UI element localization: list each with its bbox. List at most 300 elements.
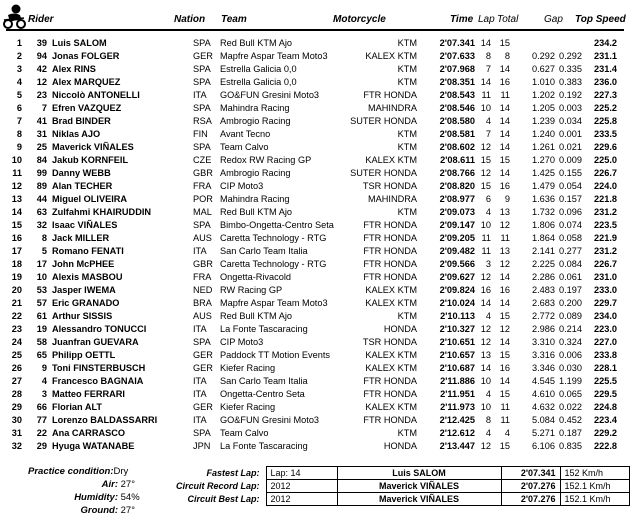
gap-to-first: 1.806 [532, 220, 555, 230]
top-speed: 224.0 [594, 181, 617, 191]
circuit-best-year: 2012 [266, 493, 337, 506]
team-name: RW Racing GP [220, 285, 283, 295]
team-name: Mahindra Racing [220, 194, 290, 204]
total-laps: 15 [499, 311, 510, 321]
best-lap: 11 [481, 246, 491, 256]
table-row [0, 362, 630, 375]
lap-time: 2'08.580 [439, 116, 475, 126]
top-speed: 221.8 [594, 194, 617, 204]
motorcycle: FTR HONDA [363, 246, 417, 256]
total-laps: 14 [499, 298, 510, 308]
best-lap: 8 [485, 51, 491, 61]
table-row [0, 63, 630, 76]
motorcycle: FTR HONDA [363, 415, 417, 425]
lap-time: 2'09.824 [439, 285, 475, 295]
gap-to-first: 1.239 [532, 116, 555, 126]
position: 31 [11, 428, 22, 438]
best-lap: 11 [481, 233, 491, 243]
rider-name: Matteo FERRARI [52, 389, 125, 399]
top-speed: 225.2 [594, 103, 617, 113]
position: 23 [11, 324, 22, 334]
lap-time: 2'08.766 [439, 168, 475, 178]
gap-to-first: 5.084 [532, 415, 555, 425]
nation: ITA [193, 90, 207, 100]
gap-to-first: 3.310 [532, 337, 555, 347]
rider-name: Jonas FOLGER [52, 51, 120, 61]
lap-time: 2'13.447 [439, 441, 475, 451]
motorcycle: KALEX KTM [365, 363, 417, 373]
table-row [0, 37, 630, 50]
rider-name: Zulfahmi KHAIRUDDIN [52, 207, 152, 217]
top-speed: 229.5 [594, 389, 617, 399]
rider-number: 99 [36, 168, 47, 178]
rider-name: Maverick VIÑALES [52, 142, 134, 152]
best-lap: 14 [480, 363, 491, 373]
gap-to-first: 2.683 [532, 298, 555, 308]
lap-time: 2'09.147 [439, 220, 475, 230]
motorcycle: FTR HONDA [363, 220, 417, 230]
header-gap: Gap [544, 14, 563, 25]
position: 5 [16, 90, 22, 100]
motorcycle: FTR HONDA [363, 233, 417, 243]
gap-to-previous: 0.054 [559, 181, 582, 191]
nation: MAL [193, 207, 212, 217]
gap-to-first: 1.636 [532, 194, 555, 204]
rider-number: 61 [36, 311, 47, 321]
lap-time: 2'08.611 [440, 155, 475, 165]
gap-to-previous: 0.096 [559, 207, 582, 217]
team-name: Caretta Technology - RTG [220, 233, 327, 243]
gap-to-first: 3.316 [532, 350, 555, 360]
rider-number: 12 [36, 77, 47, 87]
rider-name: John McPHEE [52, 259, 115, 269]
gap-to-previous: 0.187 [559, 428, 582, 438]
team-name: Estrella Galicia 0,0 [220, 64, 297, 74]
nation: SPA [193, 38, 211, 48]
fastest-lap-time: 2'07.341 [501, 467, 560, 480]
rider-name: Ana CARRASCO [52, 428, 125, 438]
table-row [0, 193, 630, 206]
gap-to-first: 2.483 [532, 285, 555, 295]
lap-time: 2'08.820 [439, 181, 475, 191]
nation: FRA [193, 272, 212, 282]
gap-to-first: 2.772 [532, 311, 555, 321]
total-laps: 14 [499, 103, 510, 113]
rider-number: 17 [36, 259, 47, 269]
best-lap: 16 [480, 285, 491, 295]
position: 29 [11, 402, 22, 412]
total-laps: 12 [499, 324, 510, 334]
header-top-speed: Top Speed [575, 14, 626, 25]
best-lap: 7 [485, 64, 491, 74]
gap-to-previous: 0.030 [559, 363, 582, 373]
gap-to-previous: 0.001 [559, 129, 582, 139]
rider-number: 84 [36, 155, 47, 165]
team-name: Team Calvo [220, 428, 269, 438]
header-lap: Lap [478, 14, 495, 25]
rider-number: 94 [36, 51, 47, 61]
position: 1 [16, 38, 22, 48]
table-row [0, 297, 630, 310]
rider-name: Isaac VIÑALES [52, 220, 118, 230]
position: 15 [11, 220, 22, 230]
gap-to-first: 1.425 [532, 168, 555, 178]
fastest-lap-rider: Luis SALOM [337, 467, 501, 480]
top-speed: 222.8 [594, 441, 617, 451]
team-name: Team Calvo [220, 142, 269, 152]
position: 21 [11, 298, 22, 308]
top-speed: 228.1 [594, 363, 617, 373]
total-laps: 14 [499, 64, 510, 74]
top-speed: 231.2 [594, 207, 617, 217]
lap-time: 2'08.351 [439, 77, 475, 87]
nation: ITA [193, 389, 207, 399]
team-name: GO&FUN Gresini Moto3 [220, 90, 320, 100]
gap-to-first: 6.106 [532, 441, 555, 451]
top-speed: 233.0 [594, 285, 617, 295]
header-motorcycle: Motorcycle [333, 14, 386, 25]
gap-to-previous: 0.383 [559, 77, 582, 87]
motorcycle: KALEX KTM [365, 402, 417, 412]
total-laps: 14 [499, 168, 510, 178]
circuit-best-label: Circuit Best Lap: [187, 494, 260, 504]
total-laps: 14 [499, 116, 510, 126]
rider-name: Alex RINS [52, 64, 96, 74]
gap-to-previous: 0.084 [559, 259, 582, 269]
best-lap: 10 [480, 376, 491, 386]
team-name: Ambrogio Racing [220, 116, 291, 126]
position: 11 [12, 168, 22, 178]
lap-time: 2'07.968 [439, 64, 475, 74]
motorcycle-rider-icon [2, 3, 26, 29]
rider-name: Romano FENATI [52, 246, 124, 256]
humidity [28, 491, 140, 504]
rider-number: 9 [41, 363, 47, 373]
nation: GER [193, 51, 213, 61]
rider-number: 89 [36, 181, 47, 191]
team-name: GO&FUN Gresini Moto3 [220, 415, 320, 425]
gap-to-previous: 0.034 [559, 116, 582, 126]
top-speed: 231.1 [594, 51, 617, 61]
table-row [0, 414, 630, 427]
team-name: Ongetta-Rivacold [220, 272, 291, 282]
gap-to-previous: 0.006 [559, 350, 582, 360]
total-laps: 13 [499, 246, 510, 256]
top-speed: 223.0 [594, 324, 617, 334]
rider-number: 3 [41, 389, 47, 399]
lap-time: 2'12.425 [439, 415, 475, 425]
best-lap: 15 [480, 155, 491, 165]
gap-to-previous: 0.058 [559, 233, 582, 243]
gap-to-previous: 0.089 [559, 311, 582, 321]
total-laps: 9 [504, 194, 510, 204]
rider-number: 8 [41, 233, 47, 243]
rider-number: 42 [36, 64, 47, 74]
total-laps: 15 [499, 155, 510, 165]
total-laps: 14 [499, 337, 510, 347]
total-laps: 14 [499, 142, 510, 152]
rider-name: Arthur SISSIS [52, 311, 113, 321]
lap-time: 2'10.687 [439, 363, 475, 373]
total-laps: 16 [499, 285, 510, 295]
position: 7 [16, 116, 22, 126]
position: 27 [11, 376, 22, 386]
best-lap: 12 [480, 337, 491, 347]
total-laps: 11 [500, 90, 510, 100]
rider-number: 63 [36, 207, 47, 217]
table-row [0, 349, 630, 362]
best-lap: 11 [481, 90, 491, 100]
results-table [0, 37, 630, 453]
header-divider [6, 29, 624, 31]
motorcycle: SUTER HONDA [350, 168, 417, 178]
rider-number: 41 [36, 116, 47, 126]
gap-to-first: 3.346 [532, 363, 555, 373]
position: 9 [16, 142, 22, 152]
nation: GER [193, 402, 213, 412]
best-lap: 12 [480, 168, 491, 178]
top-speed: 233.5 [594, 129, 617, 139]
team-name: Caretta Technology - RTG [220, 259, 327, 269]
gap-to-first: 4.632 [532, 402, 555, 412]
total-laps: 15 [499, 38, 510, 48]
best-lap: 4 [485, 389, 491, 399]
motorcycle: FTR HONDA [363, 90, 417, 100]
total-laps: 15 [499, 441, 510, 451]
motorcycle: FTR HONDA [363, 272, 417, 282]
lap-time: 2'08.581 [439, 129, 475, 139]
nation: ITA [193, 324, 207, 334]
gap-to-previous: 0.452 [559, 415, 582, 425]
position: 14 [11, 207, 22, 217]
best-lap: 7 [485, 129, 491, 139]
gap-to-previous: 0.197 [559, 285, 582, 295]
rider-name: Niklas AJO [52, 129, 101, 139]
lap-time: 2'09.627 [439, 272, 475, 282]
top-speed: 226.7 [594, 168, 617, 178]
motorcycle: MAHINDRA [367, 103, 417, 113]
best-lap: 3 [485, 259, 491, 269]
best-lap: 6 [485, 194, 491, 204]
rider-number: 23 [36, 90, 47, 100]
motorcycle: KTM [397, 207, 417, 217]
lap-time: 2'09.073 [439, 207, 475, 217]
fastest-lap-row [172, 467, 629, 480]
top-speed: 223.5 [594, 220, 617, 230]
rider-name: Efren VAZQUEZ [52, 103, 122, 113]
motorcycle: HONDA [383, 441, 417, 451]
top-speed: 231.0 [594, 272, 617, 282]
nation: AUS [193, 311, 212, 321]
rider-number: 32 [36, 220, 47, 230]
nation: SPA [193, 77, 211, 87]
team-name: Red Bull KTM Ajo [220, 311, 292, 321]
table-row [0, 388, 630, 401]
rider-name: Alan TECHER [52, 181, 113, 191]
gap-to-first: 1.010 [532, 77, 555, 87]
team-name: La Fonte Tascaracing [220, 441, 308, 451]
table-row [0, 115, 630, 128]
motorcycle: FTR HONDA [363, 259, 417, 269]
motorcycle: KTM [397, 64, 417, 74]
team-name: Mahindra Racing [220, 103, 290, 113]
top-speed: 229.6 [594, 142, 617, 152]
total-laps: 4 [504, 428, 510, 438]
total-laps: 11 [500, 402, 510, 412]
lap-time: 2'09.482 [439, 246, 475, 256]
nation: BRA [193, 298, 212, 308]
table-row [0, 102, 630, 115]
practice-condition-label: Practice condition: [28, 466, 114, 477]
nation: GBR [193, 168, 213, 178]
team-name: Kiefer Racing [220, 402, 276, 412]
top-speed: 225.8 [594, 116, 617, 126]
team-name: Ongetta-Centro Seta [220, 389, 305, 399]
motorcycle: KALEX KTM [365, 350, 417, 360]
ground-value: 27° [120, 505, 136, 516]
air-temp [28, 478, 140, 491]
best-lap: 8 [485, 415, 491, 425]
gap-to-previous: 0.214 [559, 324, 582, 334]
gap-to-previous: 0.003 [559, 103, 582, 113]
rider-number: 5 [41, 246, 47, 256]
position: 12 [11, 181, 22, 191]
circuit-record-row [172, 480, 629, 493]
total-laps: 12 [499, 220, 510, 230]
team-name: Redox RW Racing GP [220, 155, 312, 165]
air-value: 27° [120, 479, 136, 490]
top-speed: 225.0 [594, 155, 617, 165]
table-row [0, 258, 630, 271]
nation: ITA [193, 246, 207, 256]
best-lap: 12 [480, 441, 491, 451]
position: 6 [16, 103, 22, 113]
top-speed: 223.4 [594, 415, 617, 425]
total-laps: 14 [499, 129, 510, 139]
top-speed: 229.2 [594, 428, 617, 438]
lap-time: 2'07.633 [439, 51, 475, 61]
rider-number: 57 [36, 298, 47, 308]
humidity-label: Humidity: [74, 492, 118, 503]
rider-name: Jasper IWEMA [52, 285, 116, 295]
table-row [0, 427, 630, 440]
table-row [0, 440, 630, 453]
gap-to-first: 0.292 [532, 51, 555, 61]
rider-number: 44 [36, 194, 47, 204]
lap-time: 2'08.977 [439, 194, 475, 204]
circuit-best-speed: 152.1 Km/h [560, 493, 629, 506]
gap-to-first: 1.205 [532, 103, 555, 113]
lap-time: 2'08.602 [439, 142, 475, 152]
total-laps: 14 [499, 272, 510, 282]
motorcycle: KTM [397, 38, 417, 48]
table-row [0, 206, 630, 219]
gap-to-first: 0.627 [532, 64, 555, 74]
top-speed: 234.0 [594, 311, 617, 321]
team-name: Kiefer Racing [220, 363, 276, 373]
table-row [0, 245, 630, 258]
motorcycle: KALEX KTM [365, 155, 417, 165]
motorcycle: FTR HONDA [363, 389, 417, 399]
fastest-lap-label: Fastest Lap: [206, 468, 260, 478]
best-lap: 4 [485, 116, 491, 126]
rider-number: 65 [36, 350, 47, 360]
position: 2 [16, 51, 22, 61]
rider-name: Danny WEBB [52, 168, 111, 178]
gap-to-first: 2.225 [532, 259, 555, 269]
total-laps: 8 [504, 51, 510, 61]
practice-condition-value: Dry [113, 466, 129, 477]
gap-to-previous: 0.200 [559, 298, 582, 308]
rider-number: 31 [36, 129, 47, 139]
best-lap: 14 [480, 77, 491, 87]
ground-label: Ground: [80, 505, 118, 516]
position: 26 [11, 363, 22, 373]
rider-number: 4 [41, 376, 47, 386]
gap-to-first: 1.732 [532, 207, 555, 217]
position: 13 [11, 194, 22, 204]
top-speed: 231.4 [594, 64, 617, 74]
gap-to-previous: 0.022 [559, 402, 582, 412]
gap-to-first: 1.202 [532, 90, 555, 100]
motorcycle: TSR HONDA [362, 181, 417, 191]
gap-to-previous: 1.199 [559, 376, 582, 386]
fastest-lap-speed: 152 Km/h [560, 467, 629, 480]
position: 24 [11, 337, 22, 347]
gap-to-first: 2.986 [532, 324, 555, 334]
rider-name: Niccolò ANTONELLI [52, 90, 140, 100]
gap-to-previous: 0.021 [559, 142, 582, 152]
position: 18 [11, 259, 22, 269]
gap-to-previous: 0.292 [559, 51, 582, 61]
header-time: Time [450, 14, 474, 25]
team-name: San Carlo Team Italia [220, 376, 308, 386]
position: 32 [11, 441, 22, 451]
header-nation: Nation [174, 14, 206, 25]
circuit-record-speed: 152.1 Km/h [560, 480, 629, 493]
nation: GBR [193, 259, 213, 269]
team-name: Avant Tecno [220, 129, 271, 139]
rider-name: Philipp OETTL [52, 350, 116, 360]
gap-to-previous: 0.009 [559, 155, 582, 165]
position: 16 [11, 233, 22, 243]
rider-number: 10 [36, 272, 47, 282]
table-header [0, 0, 630, 34]
top-speed: 233.8 [594, 350, 617, 360]
table-row [0, 284, 630, 297]
rider-number: 66 [36, 402, 47, 412]
ground-temp [28, 504, 140, 517]
lap-time: 2'11.973 [440, 402, 475, 412]
rider-name: Jakub KORNFEIL [52, 155, 129, 165]
top-speed: 231.2 [594, 246, 617, 256]
nation: JPN [193, 441, 211, 451]
rider-name: Luis SALOM [52, 38, 107, 48]
position: 28 [11, 389, 22, 399]
rider-number: 19 [36, 324, 47, 334]
best-lap: 13 [480, 350, 491, 360]
table-row [0, 180, 630, 193]
table-row [0, 375, 630, 388]
nation: AUS [193, 233, 212, 243]
lap-time: 2'10.024 [439, 298, 475, 308]
table-row [0, 89, 630, 102]
best-lap: 14 [480, 298, 491, 308]
rider-name: Toni FINSTERBUSCH [52, 363, 146, 373]
nation: SPA [193, 142, 211, 152]
rider-name: Florian ALT [52, 402, 103, 412]
total-laps: 11 [500, 233, 510, 243]
